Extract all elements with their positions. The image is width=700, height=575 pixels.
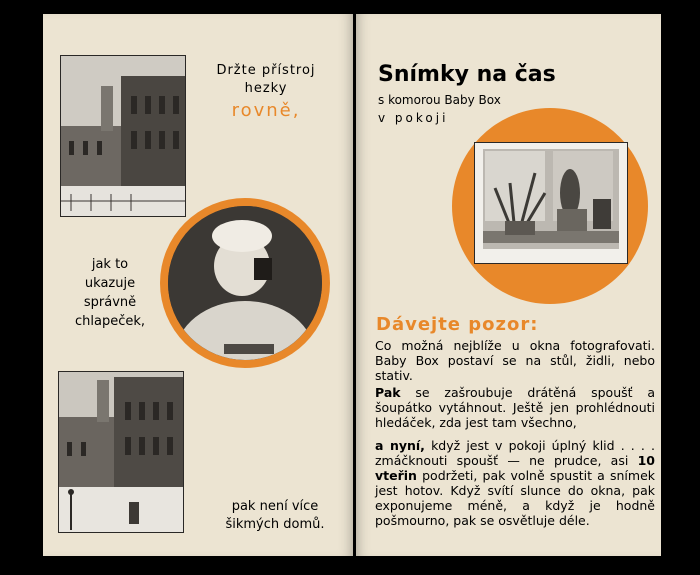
caption-top-line2: hezky bbox=[244, 81, 288, 96]
paragraph-1 bbox=[375, 338, 655, 383]
caption-top-line3: rovně, bbox=[231, 100, 301, 121]
photo-buildings-bottom bbox=[58, 371, 184, 533]
caption-middle-line3: správně bbox=[83, 295, 137, 310]
page-title: Snímky na čas bbox=[378, 62, 556, 87]
caption-bottom-line2: šikmých domů. bbox=[225, 517, 325, 532]
subtitle-line1: s komorou Baby Box bbox=[378, 93, 501, 107]
caption-middle-line4: chlapeček, bbox=[74, 314, 146, 329]
subtitle-line2: v pokoji bbox=[378, 111, 449, 125]
paragraph-2-bold: Pak bbox=[375, 385, 401, 400]
paragraph-3-bold-b: 10 vteřin bbox=[375, 453, 655, 483]
photo-potted-plants bbox=[474, 142, 628, 264]
paragraph-3-text-b: podržeti, pak volně spustit a snímek jest hotov. Když svítí slunce do okna, pak exponujeme méně, a když je hodně pošmourno, pak se osvětluje déle. bbox=[375, 468, 655, 528]
caption-middle-line1: jak to bbox=[91, 257, 129, 272]
paragraph-2 bbox=[375, 385, 655, 430]
section-heading: Dávejte pozor: bbox=[376, 314, 539, 335]
paragraph-3-text-a: když jest v pokoji úplný klid . . . . zmáčknouti spoušť — ne prudce, asi bbox=[375, 438, 655, 468]
paragraph-1-text: Co možná nejblíže u okna fotografovati. Baby Box postaví se na stůl, židli, nebo stativ. bbox=[375, 338, 655, 383]
paragraph-3 bbox=[375, 438, 655, 528]
caption-bottom-line1: pak není více bbox=[231, 499, 319, 514]
photo-buildings-top bbox=[60, 55, 186, 217]
caption-middle-line2: ukazuje bbox=[84, 276, 136, 291]
paragraph-3-bold-a: a nyní, bbox=[375, 438, 425, 453]
caption-top-line1: Držte přístroj bbox=[216, 63, 316, 78]
paragraph-2-text: se zašroubuje drátěná spoušť a šoupátko vytáhnout. Ještě jen prohlédnouti hledáček, zda jest tam všechno, bbox=[375, 385, 655, 430]
photo-boy-with-camera bbox=[168, 206, 322, 360]
